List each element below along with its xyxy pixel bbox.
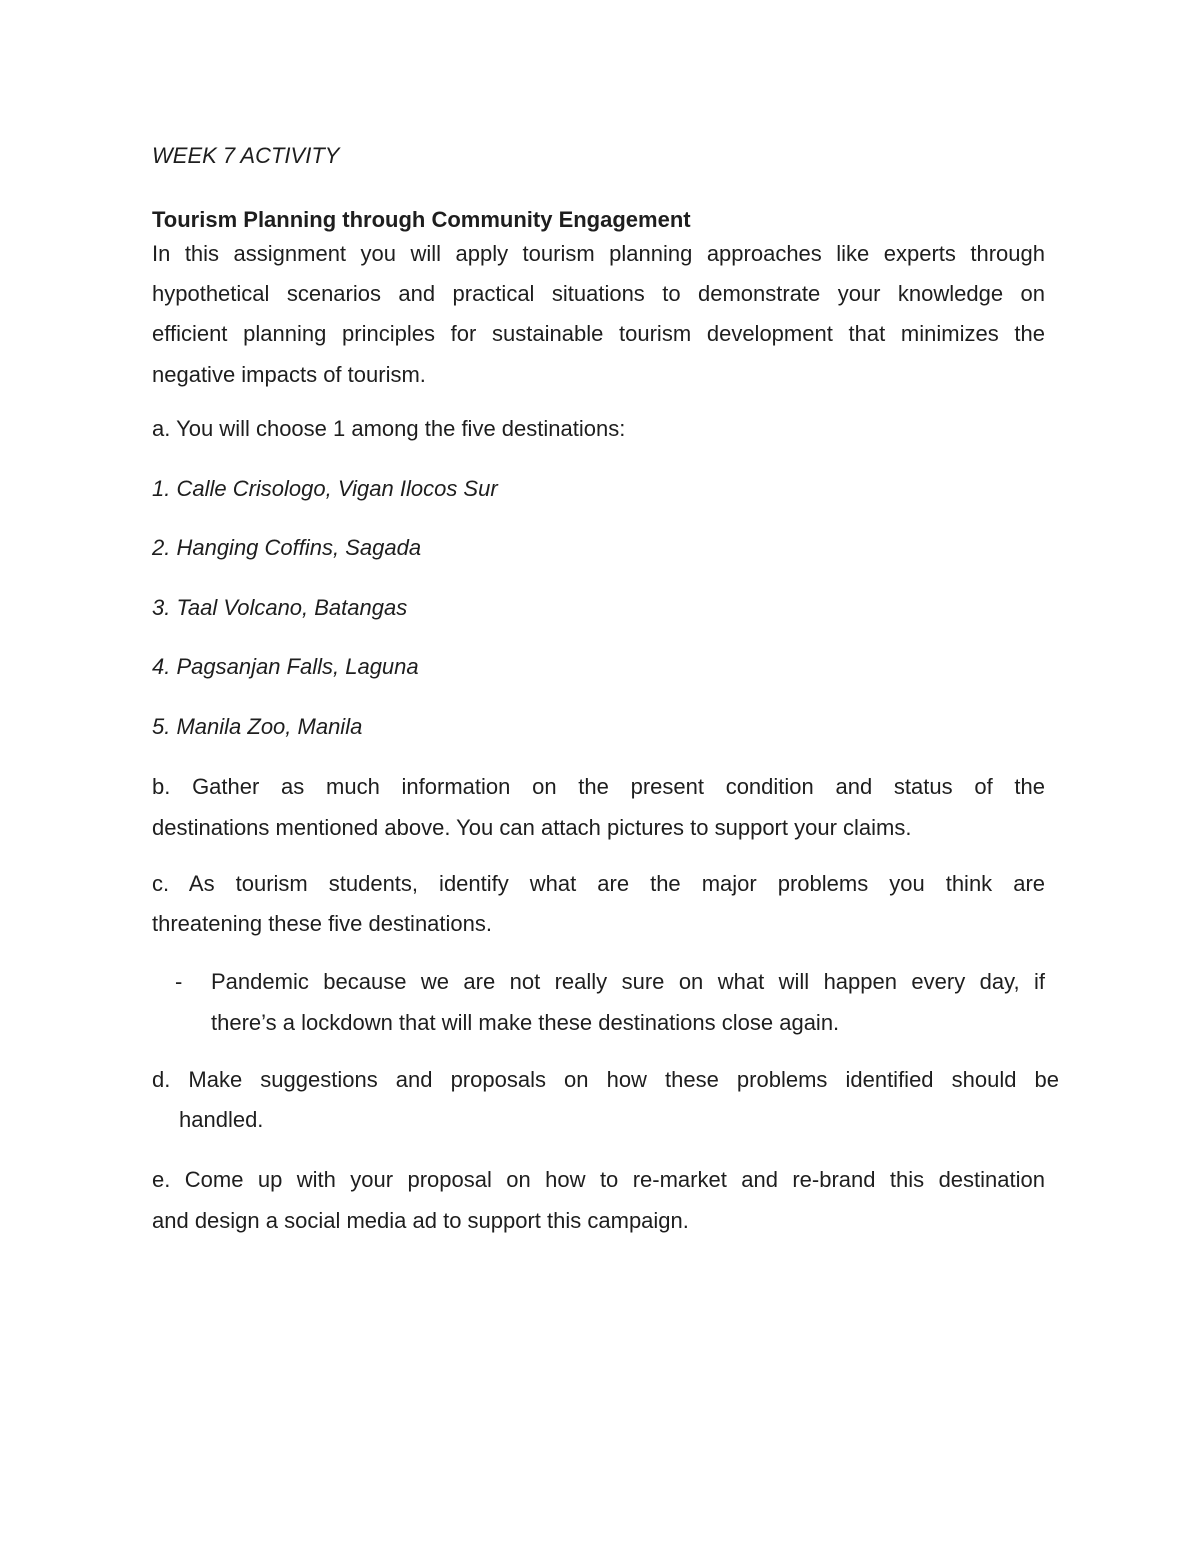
week-title: WEEK 7 ACTIVITY [152, 143, 340, 168]
intro-line-2: hypothetical scenarios and practical situations to demonstrate your knowledge on [152, 281, 1045, 306]
destination-item-5: 5. Manila Zoo, Manila [152, 714, 363, 739]
item-d-line-2: handled. [179, 1107, 264, 1132]
answer-line-2: there’s a lockdown that will make these destinations close again. [211, 1010, 840, 1035]
item-e-line-1: e. Come up with your proposal on how to re-market and re-brand this destination [152, 1167, 1045, 1192]
intro-line-1: In this assignment you will apply tourism planning approaches like experts through [152, 241, 1045, 266]
answer-line-1: Pandemic because we are not really sure on what will happen every day, if [211, 969, 1045, 994]
item-b-line-2: destinations mentioned above. You can attach pictures to support your claims. [152, 815, 912, 840]
item-b-line-1: b. Gather as much information on the present condition and status of the [152, 774, 1045, 799]
destination-item-1: 1. Calle Crisologo, Vigan Ilocos Sur [152, 476, 498, 501]
destination-item-4: 4. Pagsanjan Falls, Laguna [152, 654, 419, 679]
destination-item-3: 3. Taal Volcano, Batangas [152, 595, 408, 620]
answer-dash: - [175, 969, 183, 994]
item-e-line-2: and design a social media ad to support this campaign. [152, 1208, 689, 1233]
intro-line-4: negative impacts of tourism. [152, 362, 426, 387]
item-c-line-2: threatening these five destinations. [152, 911, 493, 936]
destination-item-2: 2. Hanging Coffins, Sagada [152, 535, 422, 560]
page-heading: Tourism Planning through Community Engagement [152, 207, 691, 232]
intro-line-3: efficient planning principles for sustainable tourism development that minimizes the [152, 321, 1045, 346]
item-a: a. You will choose 1 among the five destinations: [152, 416, 626, 441]
item-d-line-1: d. Make suggestions and proposals on how these problems identified should be [152, 1067, 1059, 1092]
item-c-line-1: c. As tourism students, identify what are the major problems you think are [152, 871, 1045, 896]
